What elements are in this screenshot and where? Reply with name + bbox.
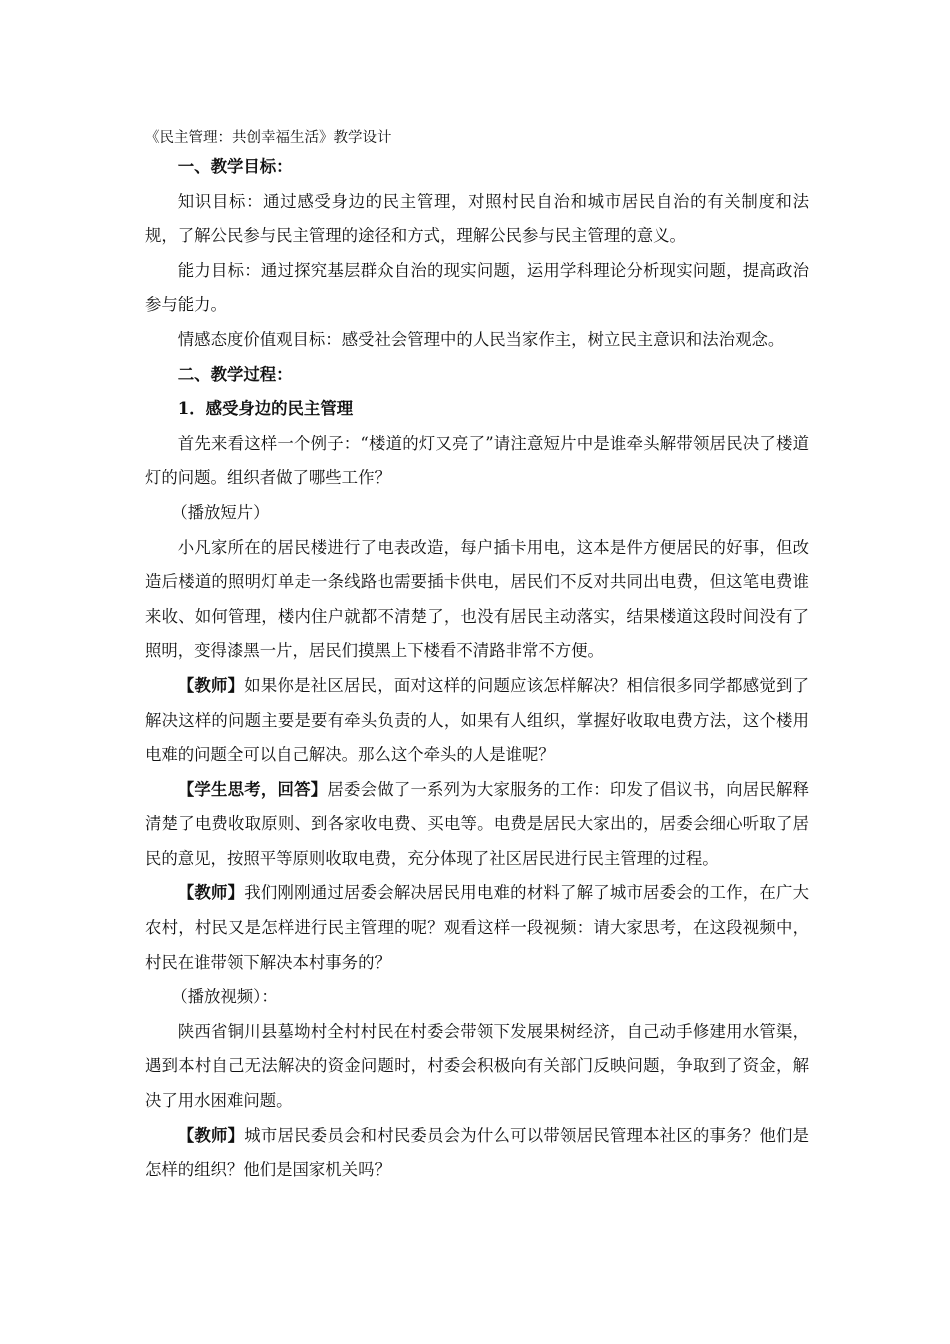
subsection-heading: 1．感受身边的民主管理 bbox=[177, 399, 354, 419]
teacher-paragraph-2 bbox=[145, 876, 809, 980]
document-body bbox=[145, 150, 809, 1188]
teacher-text-3: 城市居民委员会和村民委员会为什么可以带领居民管理本社区的事务？他们是怎样的组织？他们是国家机关吗？ bbox=[145, 1125, 810, 1180]
story-paragraph: 小凡家所在的居民楼进行了电表改造，每户插卡用电，这本是件方便居民的好事，但改造后楼道的照明灯单走一条线路也需要插卡供电，居民们不反对共同出电费，但这笔电费谁来收、如何管理，楼内住户就都不清楚了，也没有居民主动落实，结果楼道这段时间没有了照明，变得漆黑一片，居民们摸黑上下楼看不清路非常不方便。 bbox=[145, 537, 809, 661]
play-video-note: （播放视频）： bbox=[171, 987, 278, 1007]
student-paragraph bbox=[145, 773, 809, 877]
teacher-tag: 【教师】 bbox=[177, 675, 245, 695]
play-clip-note: （播放短片） bbox=[171, 502, 270, 522]
teacher-paragraph-3 bbox=[145, 1119, 809, 1188]
ability-goal-paragraph: 能力目标：通过探究基层群众自治的现实问题，运用学科理论分析现实问题，提高政治参与能力。 bbox=[145, 260, 809, 315]
teacher-paragraph-1 bbox=[145, 669, 809, 773]
intro-paragraph: 首先来看这样一个例子：“楼道的灯又亮了”请注意短片中是谁牵头解带领居民决了楼道灯的问题。组织者做了哪些工作？ bbox=[145, 433, 809, 488]
teacher-text-1: 如果你是社区居民，面对这样的问题应该怎样解决？相信很多同学都感觉到了解决这样的问题主要是要有牵头负责的人，如果有人组织，掌握好收取电费方法，这个楼用电难的问题全可以自己解决。那么这个牵头的人是谁呢？ bbox=[145, 675, 810, 765]
student-tag: 【学生思考，回答】 bbox=[177, 779, 328, 799]
teacher-text-2: 我们刚刚通过居委会解决居民用电难的材料了解了城市居委会的工作，在广大农村，村民又是怎样进行民主管理的呢？观看这样一段视频：请大家思考，在这段视频中，村民在谁带领下解决本村事务的？ bbox=[145, 883, 810, 972]
video-story-paragraph: 陕西省铜川县墓坳村全村村民在村委会带领下发展果树经济，自己动手修建用水管渠，遇到本村自己无法解决的资金问题时，村委会积极向有关部门反映问题，争取到了资金，解决了用水困难问题。 bbox=[145, 1021, 809, 1111]
document-title: 《民主管理：共创幸福生活》教学设计 bbox=[145, 130, 392, 146]
teacher-tag: 【教师】 bbox=[177, 883, 245, 903]
teacher-tag: 【教师】 bbox=[177, 1125, 245, 1145]
section-heading-process: 二、教学过程： bbox=[177, 364, 293, 384]
student-text: 居委会做了一系列为大家服务的工作：印发了倡议书，向居民解释清楚了电费收取原则、到各家收电费、买电等。电费是居民大家出的，居委会细心听取了居民的意见，按照平等原则收取电费，充分体现了社区居民进行民主管理的过程。 bbox=[145, 779, 810, 868]
knowledge-goal-paragraph: 知识目标：通过感受身边的民主管理，对照村民自治和城市居民自治的有关制度和法规，了解公民参与民主管理的途径和方式，理解公民参与民主管理的意义。 bbox=[145, 191, 809, 246]
section-heading-goals: 一、教学目标： bbox=[177, 157, 293, 176]
emotion-goal-paragraph: 情感态度价值观目标：感受社会管理中的人民当家作主，树立民主意识和法治观念。 bbox=[177, 329, 785, 349]
